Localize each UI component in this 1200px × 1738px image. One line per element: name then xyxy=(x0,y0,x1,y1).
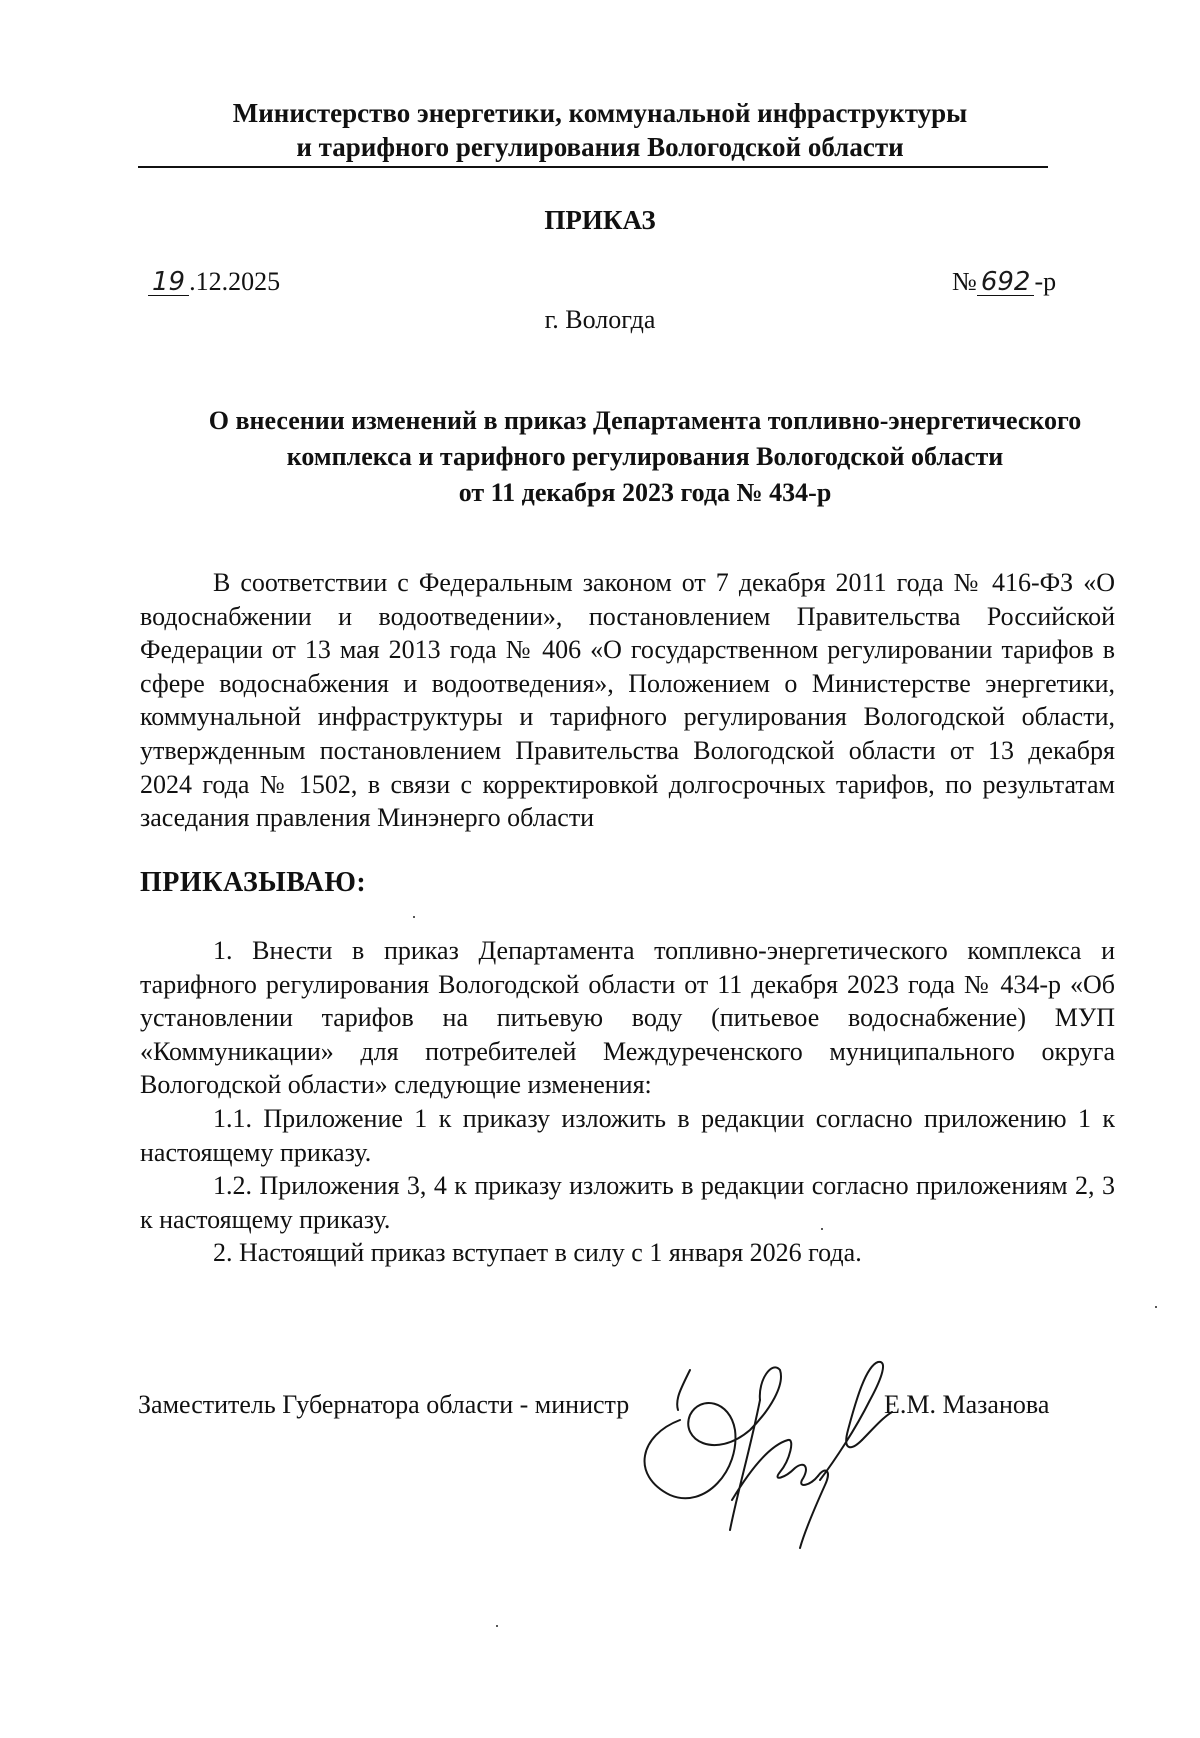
scan-speck xyxy=(821,1228,823,1230)
number-handwritten: 692 xyxy=(977,269,1035,296)
item-1-2-paragraph: 1.2. Приложения 3, 4 к приказу изложить в редакции согласно приложениям 2, 3 к настоящему приказу. xyxy=(140,1171,1115,1234)
item-1-1-paragraph: 1.1. Приложение 1 к приказу изложить в редакции согласно приложению 1 к настоящему приказу. xyxy=(140,1104,1115,1167)
title-line3: от 11 декабря 2023 года № 434-р xyxy=(458,478,832,507)
number-prefix: № xyxy=(952,267,977,296)
document-date xyxy=(148,266,280,298)
scan-speck xyxy=(413,916,415,918)
scan-speck xyxy=(496,1625,498,1627)
ministry-header-line1: Министерство энергетики, коммунальной инфраструктуры xyxy=(232,98,968,128)
title-line2: комплекса и тарифного регулирования Вологодской области xyxy=(286,442,1004,471)
intro-paragraph: В соответствии с Федеральным законом от 7 декабря 2011 года № 416-ФЗ «О водоснабжении и водоотведении», постановлением Правительства Российской Федерации от 13 мая 2013 года № 406 «О государственном регулировании тарифов в сфере водоснабжения и водоотведения», Положением о Министерстве энергетики, коммунальной инфраструктуры и тарифного регулирования Вологодской области, утвержденным постановлением Правительства Вологодской области от 13 декабря 2024 года № 1502, в связи с корректировкой долгосрочных тарифов, по результатам заседания правления Минэнерго области xyxy=(140,568,1115,833)
item-2-paragraph: 2. Настоящий приказ вступает в силу с 1 января 2026 года. xyxy=(213,1238,862,1267)
signer-name: Е.М. Мазанова xyxy=(884,1390,1050,1419)
date-handwritten-day: 19 xyxy=(148,269,189,296)
header-divider xyxy=(138,166,1048,168)
order-word: ПРИКАЗЫВАЮ: xyxy=(140,867,367,898)
document-type: ПРИКАЗ xyxy=(544,205,656,235)
document-number xyxy=(952,266,1056,298)
handwritten-signature xyxy=(620,1300,940,1560)
ministry-header xyxy=(120,96,1080,164)
document-city: г. Вологда xyxy=(544,305,656,334)
signer-position: Заместитель Губернатора области - министр xyxy=(138,1390,630,1419)
number-suffix: -р xyxy=(1034,267,1057,296)
title-line1: О внесении изменений в приказ Департамента топливно-энергетического xyxy=(208,406,1082,435)
item-1-paragraph: 1. Внести в приказ Департамента топливно-энергетического комплекса и тарифного регулирования Вологодской области от 11 декабря 2023 года № 434-р «Об установлении тарифов на питьевую воду (питьевое водоснабжение) МУП «Коммуникации» для потребителей Междуреченского муниципального округа Вологодской области» следующие изменения: xyxy=(140,936,1115,1100)
document-title xyxy=(150,403,1140,511)
ministry-header-line2: и тарифного регулирования Вологодской области xyxy=(296,132,904,162)
scan-speck xyxy=(1155,1306,1157,1308)
date-printed: .12.2025 xyxy=(189,267,281,296)
